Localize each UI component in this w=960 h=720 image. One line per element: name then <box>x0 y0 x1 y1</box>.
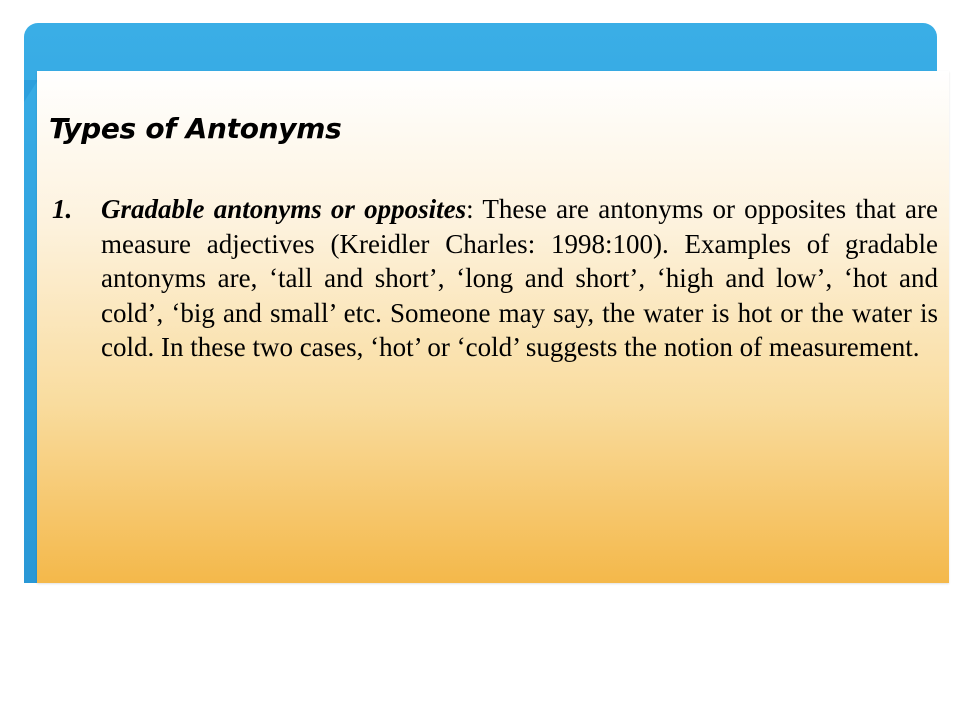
list-item-separator: : <box>466 194 483 224</box>
list-item-number: 1. <box>52 194 73 224</box>
list-item-text: These are antonyms or opposites that are measure adjectives (Kreidler Charles: 1998:100). Examples of gradable antonyms are, ‘tall and short’, ‘long and short’, ‘high and low’, ‘hot and cold’, ‘big and small’ etc. Someone may say, the water is hot or the water is cold. In these two cases, ‘hot’ or ‘cold’ suggests the notion of measurement. <box>101 194 939 362</box>
list-item <box>52 192 938 365</box>
slide-title: Types of Antonyms <box>49 112 342 145</box>
list-item-body <box>101 192 938 365</box>
list-item-term: Gradable antonyms or opposites <box>101 194 467 224</box>
banner-fold <box>24 80 38 102</box>
